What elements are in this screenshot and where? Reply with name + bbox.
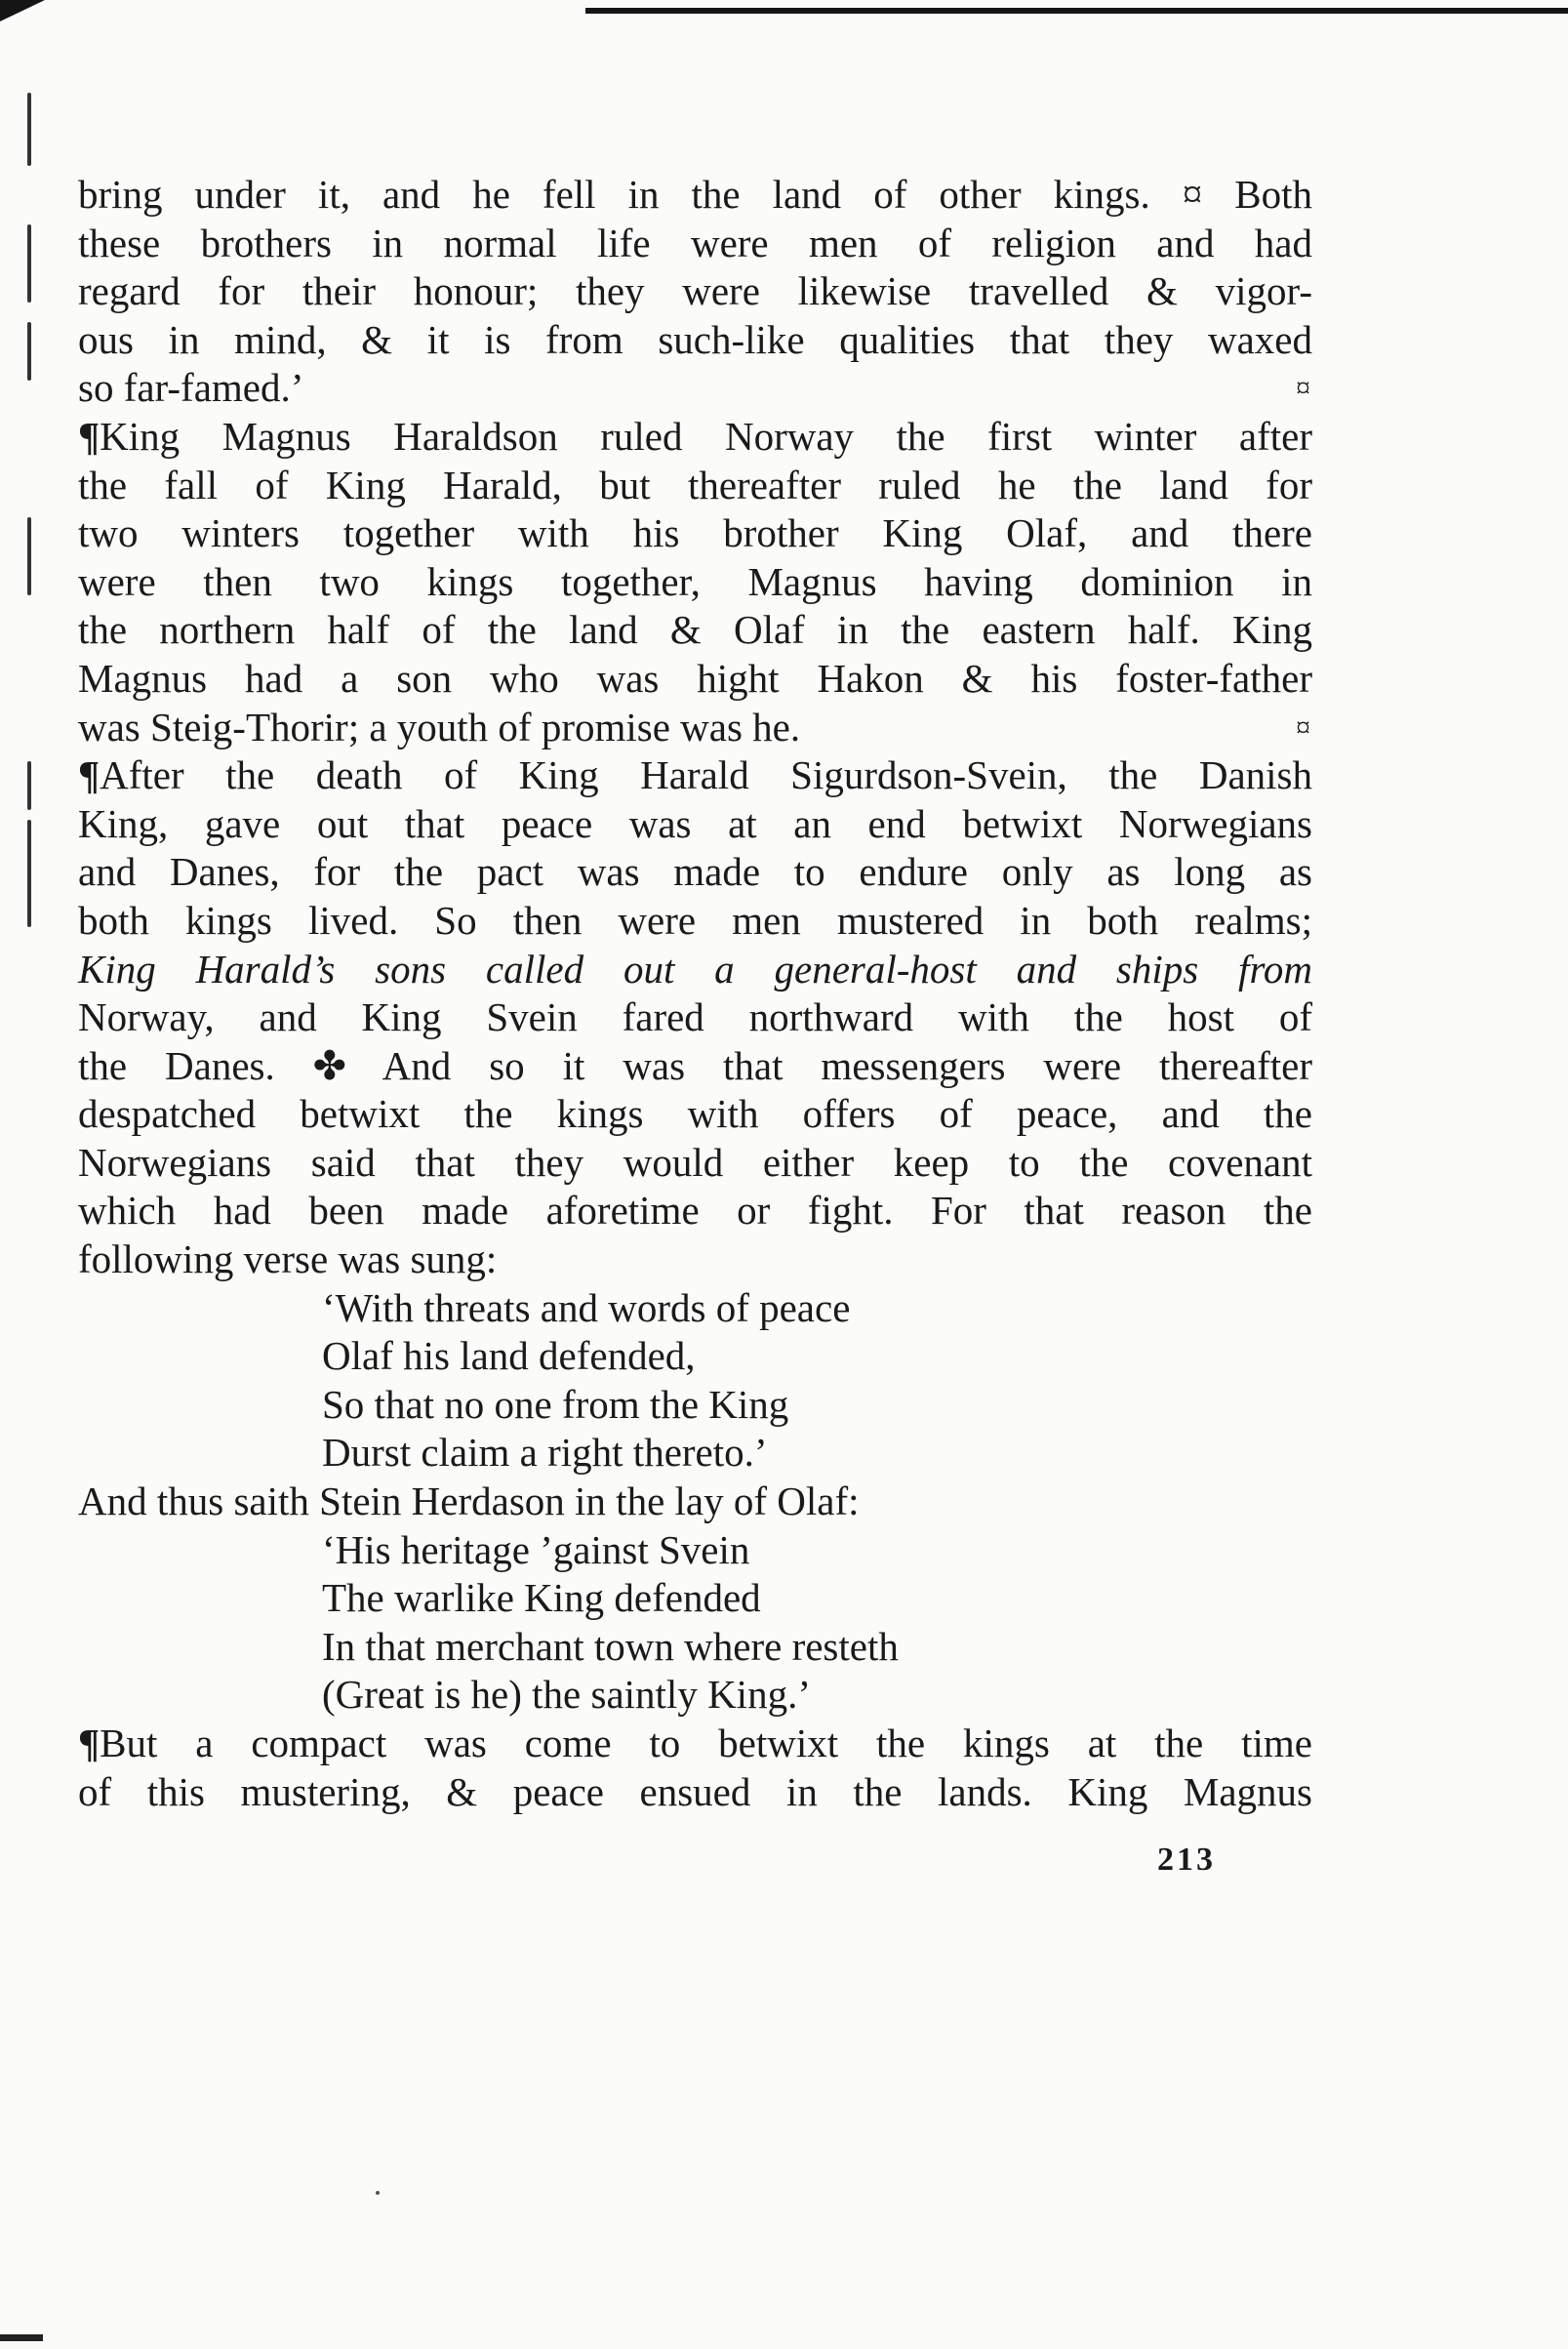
text-line: Norway, and King Svein fared northward with the host of xyxy=(78,994,1312,1040)
text-line: ous in mind, & it is from such-like qualities that they waxed xyxy=(78,316,1312,362)
pilcrow: ¶ xyxy=(78,1721,101,1765)
text-line: the fall of King Harald, but thereafter ruled he the land for xyxy=(78,462,1312,507)
text-line: two winters together with his brother King Olaf, and there xyxy=(78,510,1312,556)
text-line: King, gave out that peace was at an end betwixt Norwegians xyxy=(78,800,1312,846)
text-line: the Danes. ✤ And so it was that messengers were thereafter xyxy=(78,1042,1312,1088)
margin-mark xyxy=(27,820,31,927)
margin-mark xyxy=(27,93,31,166)
top-rule xyxy=(585,8,1568,14)
text-line: Norwegians said that they would either keep to the covenant xyxy=(78,1139,1312,1185)
verse-line: Olaf his land defended, xyxy=(322,1333,696,1379)
text-line xyxy=(78,704,1312,752)
verse-line: The warlike King defended xyxy=(322,1575,761,1621)
verse-line: In that merchant town where resteth xyxy=(322,1623,899,1669)
section-end-mark: ¤ xyxy=(1296,372,1310,405)
text-line: bring under it, and he fell in the land of other kings. ¤ Both xyxy=(78,172,1312,217)
text-line: were then two kings together, Magnus having dominion in xyxy=(78,558,1312,604)
text-segment: After the death of King Harald Sigurdson-Svein, the Danish xyxy=(100,752,1312,798)
text-segment: so far-famed.’ xyxy=(78,365,304,411)
text-line xyxy=(78,364,1312,413)
pilcrow: ¶ xyxy=(78,752,101,798)
text-line: which had been made aforetime or fight. For that reason the xyxy=(78,1188,1312,1234)
text-segment: King Magnus Haraldson ruled Norway the first winter after xyxy=(100,413,1312,459)
pilcrow: ¶ xyxy=(78,413,101,459)
page-number: 213 xyxy=(1157,1842,1216,1878)
verse-line: (Great is he) the saintly King.’ xyxy=(322,1672,811,1718)
margin-mark xyxy=(27,322,31,381)
corner-mark xyxy=(0,0,45,21)
speck xyxy=(376,2191,380,2195)
text-segment: But a compact was come to betwixt the kings at the time xyxy=(100,1721,1312,1765)
section-end-mark: ¤ xyxy=(1296,710,1310,744)
margin-mark xyxy=(27,224,31,303)
text-line: these brothers in normal life were men of religion and had xyxy=(78,220,1312,265)
bottom-mark xyxy=(0,2334,43,2341)
margin-mark xyxy=(27,517,31,595)
text-line: and Danes, for the pact was made to endure only as long as xyxy=(78,849,1312,895)
text-line xyxy=(78,413,1312,462)
text-line xyxy=(78,751,1312,800)
text-line xyxy=(78,1720,1312,1768)
verse-line: Durst claim a right thereto.’ xyxy=(322,1430,768,1476)
verse-line: ‘His heritage ’gainst Svein xyxy=(322,1526,750,1572)
text-segment: was Steig-Thorir; a youth of promise was he. xyxy=(78,704,801,749)
verse-line: ‘With threats and words of peace xyxy=(322,1284,851,1330)
text-line: despatched betwixt the kings with offers of peace, and the xyxy=(78,1091,1312,1137)
text-line: regard for their honour; they were likewise travelled & vigor- xyxy=(78,268,1312,314)
verse-line: So that no one from the King xyxy=(322,1381,789,1427)
text-line: the northern half of the land & Olaf in the eastern half. King xyxy=(78,607,1312,653)
text-line: And thus saith Stein Herdason in the lay of Olaf: xyxy=(78,1478,860,1524)
text-line: Magnus had a son who was hight Hakon & his foster-father xyxy=(78,655,1312,701)
body-text xyxy=(78,171,1312,1816)
text-line: of this mustering, & peace ensued in the lands. King Magnus xyxy=(78,1768,1312,1814)
margin-mark xyxy=(27,761,31,810)
text-line: King Harald’s sons called out a general-host and ships from xyxy=(78,946,1312,992)
text-line: both kings lived. So then were men mustered in both realms; xyxy=(78,897,1312,943)
text-line: following verse was sung: xyxy=(78,1236,498,1282)
